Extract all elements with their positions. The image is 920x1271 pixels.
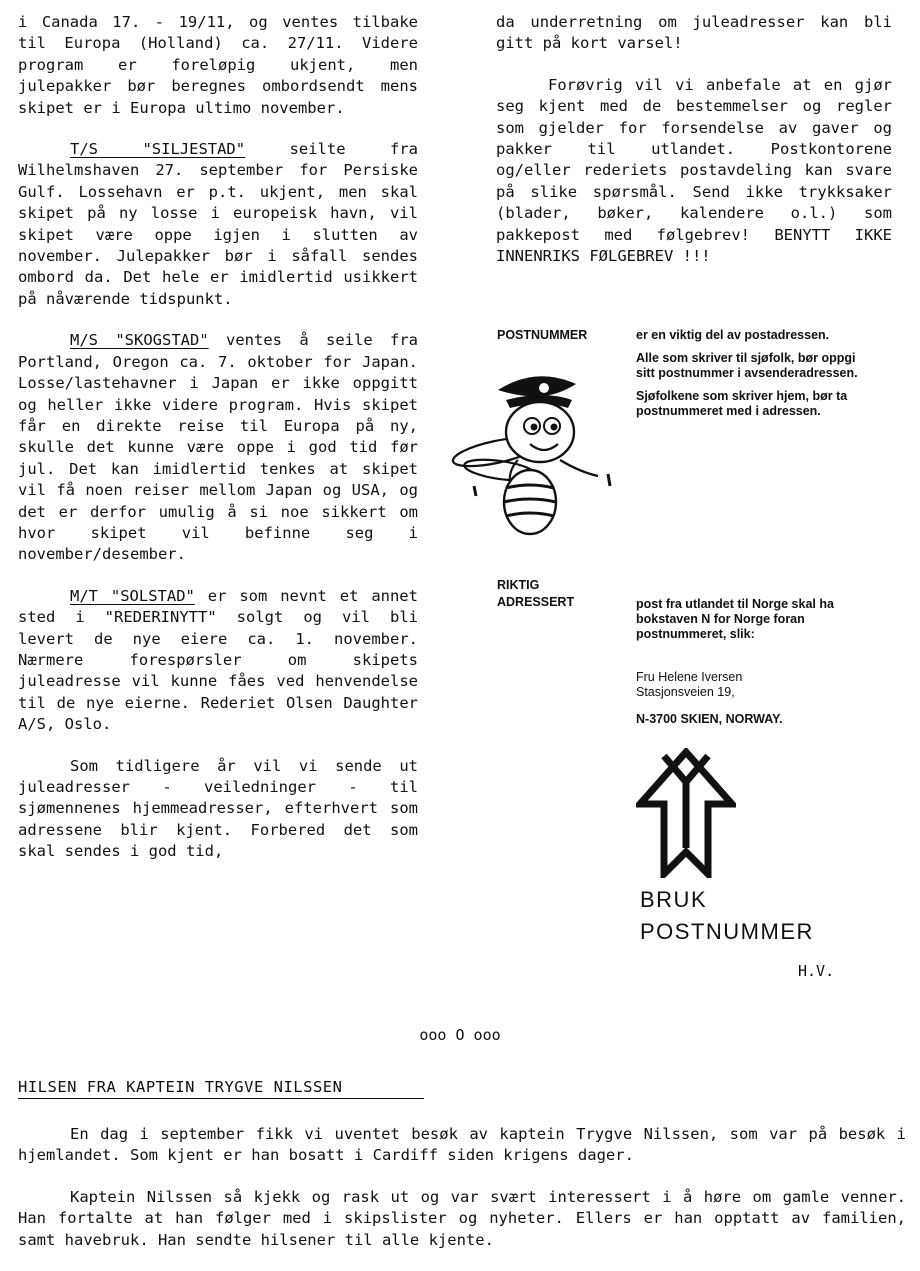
paragraph-canada: i Canada 17. - 19/11, og ventes tilbake til Europa (Holland) ca. 27/11. Videre program er foreløpig ukjent, men julepakker bør beregnes ombordsendt mens skipet er i Europa ultimo november. — [18, 13, 418, 117]
ship-name-skogstad: M/S "SKOGSTAD" — [70, 331, 209, 350]
riktig-adressert-label — [497, 577, 574, 611]
section-divider: ooo O ooo — [419, 1026, 501, 1044]
section-paragraph-2: Kaptein Nilssen så kjekk og rask ut og var svært interessert i å høre om gamle venner. Han fortalte at han følger med i skipslister og nyheter. Ellers er han opptatt av familien, samt havebruk. Han sendte hilsener til alle kjente. — [18, 1187, 906, 1249]
postnummer-text-2: Alle som skriver til sjøfolk, bør oppgi sitt postnummer i avsenderadressen. — [636, 351, 858, 380]
signature: H.V. — [798, 962, 835, 980]
postnummer-arrow-logo-icon — [636, 748, 736, 878]
postnummer-text-1: er en viktig del av postadressen. — [636, 328, 830, 342]
skogstad-text: ventes å seile fra Portland, Oregon ca. 7. oktober for Japan. Losse/lastehavner i Japan er ikke oppgitt og heller ikke videre program. Hvis skipet får en direkte reise til Europa på ny, skulle det kunne være oppe i god tid før jul. Det kan imidlertid tenkes at skipet vil få noen reiser mellom Japan og USA, og det er derfor umulig å si noe sikkert om hvor skipet vil befinne seg i november/desember. — [18, 331, 418, 564]
section-paragraph-1: En dag i september fikk vi uventet besøk av kaptein Trygve Nilssen, som var på besøk i hjemlandet. Som kjent er han bosatt i Cardiff siden krigens dager. — [18, 1125, 906, 1165]
postnummer-info — [636, 328, 876, 427]
address-line-1: Fru Helene Iversen — [636, 670, 743, 684]
ship-name-solstad: M/T "SOLSTAD" — [70, 586, 195, 605]
bruk-line-2: POSTNUMMER — [640, 919, 814, 944]
riktig-description: post fra utlandet til Norge skal ha bokstaven N for Norge foran postnummeret, slik: — [636, 597, 834, 641]
bruk-postnummer-slogan — [640, 884, 814, 948]
postnummer-text-3: Sjøfolkene som skriver hjem, bør ta postnummeret med i adressen. — [636, 389, 848, 418]
postnummer-label: POSTNUMMER — [497, 328, 588, 342]
example-address — [636, 670, 876, 727]
section-body — [18, 1124, 906, 1271]
riktig-label-line-2: ADRESSERT — [497, 595, 575, 609]
address-city: N-3700 SKIEN, NORWAY. — [636, 712, 783, 726]
section-title: HILSEN FRA KAPTEIN TRYGVE NILSSEN — [18, 1078, 424, 1099]
right-column — [496, 12, 892, 287]
solstad-text: er som nevnt et annet sted i "REDERINYTT" solgt og vil bli levert de nye eiere ca. 1. november. Nærmere forespørsler om skipets juleadresse vil kunne fåes ved henvendelse til de nye eierne. Rederiet Olsen Daughter A/S, Oslo. — [18, 586, 418, 734]
left-column — [18, 12, 418, 883]
paragraph-varsel: da underretning om juleadresser kan bli gitt på kort varsel! — [496, 13, 892, 53]
bee-mascot-icon — [448, 360, 628, 540]
paragraph-skogstad — [18, 330, 418, 565]
riktig-adressert-text — [636, 597, 876, 642]
paragraph-juleadresser: Som tidligere år vil vi sende ut juleadresser - veiledninger - til sjømennenes hjemmeadresser, efterhvert som adressene blir kjent. Forbered det som skal sendes i god tid, — [18, 756, 418, 861]
bruk-line-1: BRUK — [640, 887, 708, 912]
paragraph-siljestad — [18, 139, 418, 310]
address-line-2: Stasjonsveien 19, — [636, 685, 735, 699]
paragraph-solstad — [18, 586, 418, 736]
ship-name-siljestad: T/S "SILJESTAD" — [70, 140, 246, 159]
riktig-label-line-1: RIKTIG — [497, 578, 540, 592]
siljestad-text: seilte fra Wilhelmshaven 27. september for Persiske Gulf. Lossehavn er p.t. ukjent, men skal skipet på ny losse i europeisk havn, vil skipet være oppe igjen i slutten av november. Julepakker bør i såfall sendes ombord da. Det hele er imidlertid usikkert på nåværende tidspunkt. — [18, 140, 418, 308]
paragraph-regler: Forøvrig vil vi anbefale at en gjør seg kjent med de bestemmelser og regler som gjelder for forsendelse av gaver og pakker til utlandet. Postkontorene og/eller rederiets postavdeling kan svare på slike spørsmål. Send ikke trykksaker (blader, bøker, kalendere o.l.) som pakkepost med følgebrev! BENYTT IKKE INNENRIKS FØLGEBREV !!! — [496, 75, 892, 266]
